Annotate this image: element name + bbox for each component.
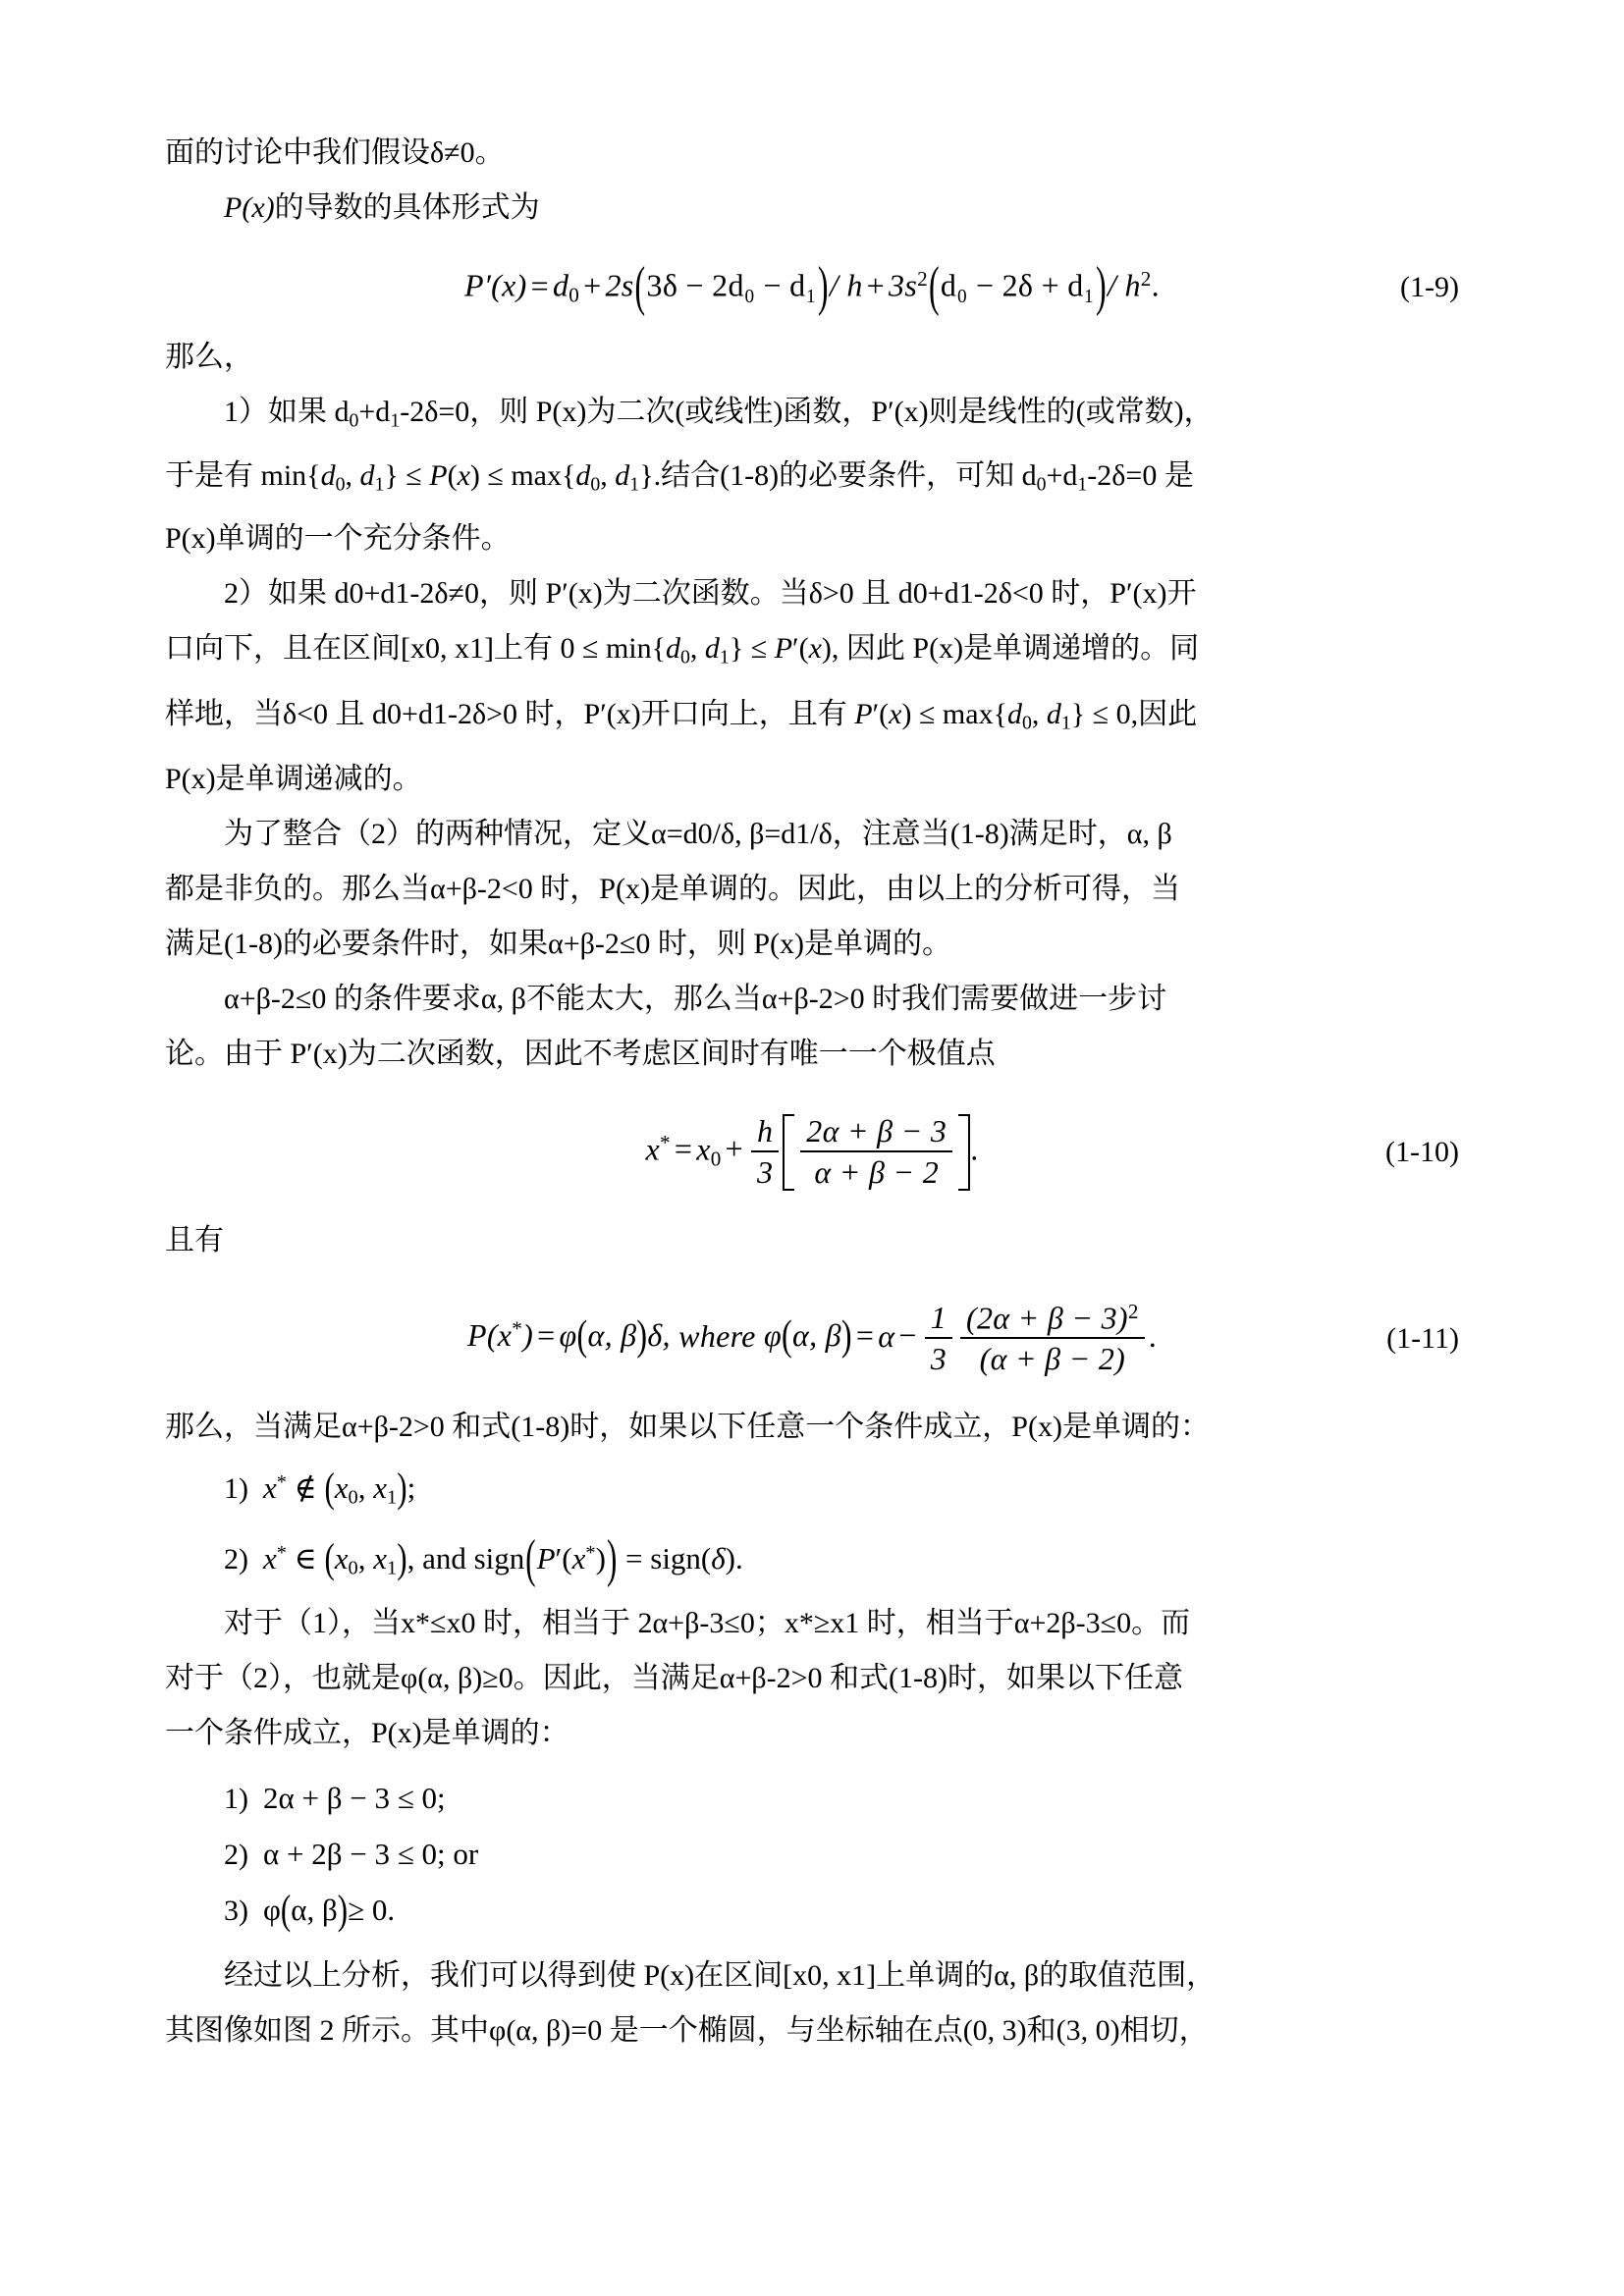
case2-line3-tail: 因此 [1138, 697, 1198, 730]
list-item [165, 1827, 1459, 1883]
eq10-frac2-denominator: α + β − 2 [814, 1153, 940, 1190]
case1-part-b: +d [358, 396, 391, 428]
eq10-frac1-numerator: h [751, 1113, 779, 1152]
eq10-x0: x [696, 1131, 711, 1167]
bracket-left-icon [783, 1114, 794, 1192]
case1-line2-tail2: +d [1046, 458, 1078, 492]
inline-max-expression: P′(x) ≤ max{d0, d1} ≤ 0, [854, 697, 1139, 734]
paragraph-condition-line2 [165, 1027, 1459, 1082]
list-b-item-3-body: φ(α, β)≥ 0. [263, 1886, 396, 1933]
eq10-period: . [970, 1131, 979, 1167]
p3-line2: 都是非负的。那么当α+β-2<0 时，P(x)是单调的。因此，由以上的分析可得，当 [165, 873, 1180, 906]
eq10-frac1-denominator: 3 [756, 1153, 774, 1190]
eq9-3s: 3s [889, 267, 918, 303]
eq10-frac2-numerator: 2α + β − 3 [800, 1113, 952, 1152]
line-text: 那么， [165, 341, 253, 373]
paragraph-integration-line1 [165, 807, 1459, 862]
eq11-frac1-denominator: 3 [930, 1340, 947, 1376]
p3-line3: 满足(1-8)的必要条件时，如果α+β-2≤0 时，则 P(x)是单调的。 [165, 928, 951, 961]
eq9-d0-sub: 0 [568, 283, 580, 307]
inline-zero-min-expression: 0 ≤ min{d0, d1} ≤ P′(x), [552, 632, 846, 668]
eq9-3s-sup: 2 [917, 267, 928, 292]
paragraph-conclusion-line2 [165, 2003, 1459, 2058]
list-a-item-1-number: 1) [224, 1472, 248, 1506]
list-item [165, 1771, 1459, 1827]
equation-1-10-body [645, 1114, 978, 1192]
line-text: 的导数的具体形式为 [274, 191, 540, 224]
eq11-equals-1: = [537, 1317, 556, 1354]
eq9-period: . [1151, 267, 1160, 303]
eq11-frac1-numerator: 1 [925, 1300, 952, 1339]
eq9-plus-2: + [866, 267, 886, 303]
eq9-d0: d [552, 267, 569, 303]
eq10-x: x [645, 1131, 660, 1167]
inline-math-px: P(x) [224, 191, 275, 224]
eq9-plus-1: + [583, 267, 602, 303]
paragraph-integration-line2 [165, 862, 1459, 917]
page-content [165, 126, 1459, 2058]
eq9-paren-close-1: ) [817, 253, 829, 316]
list-a-item-1-body: x* ∉ (x0, x1); [263, 1465, 416, 1512]
case1-line2-head: 于是有 [165, 458, 253, 492]
case1-part-c: -2δ=0，则 P(x)为二次(或线性)函数，P′(x)则是线性的(或常数)， [400, 396, 1214, 428]
list-item [165, 1455, 1459, 1525]
eq11-frac2-numerator: $(2\alpha + \beta - 3)^2$ [960, 1300, 1145, 1339]
eq9-group-2: d₀ − 2δ + d₁ [940, 267, 1096, 303]
equation-1-11-row [165, 1288, 1459, 1390]
eq11-alpha: α [878, 1317, 895, 1354]
paragraph-condition-line1 [165, 972, 1459, 1027]
paragraph-case-2-line1 [165, 566, 1459, 621]
paragraph-case-2-line2 [165, 621, 1459, 685]
eq11-phi-delta: φ(α, β)δ, [559, 1310, 671, 1360]
paragraph-case-2-line3 [165, 685, 1459, 753]
eq11-equals-2: = [855, 1317, 875, 1354]
eq10-x0-sub: 0 [710, 1147, 722, 1171]
eq9-paren-open-2: ( [928, 253, 940, 316]
eq10-fraction-h-over-3 [751, 1113, 779, 1191]
bracket-right-icon [958, 1114, 970, 1192]
eq9-lhs: P′(x) [464, 267, 527, 303]
list-b-item-1-body: 2α + β − 3 ≤ 0; [263, 1781, 446, 1815]
case2-line3-head: 样地，当δ<0 且 d0+d1-2δ>0 时，P′(x)开口向上，且有 [165, 697, 847, 730]
eq11-where: where [678, 1317, 756, 1354]
equation-1-9-row [165, 255, 1459, 320]
eq11-frac2-denominator: (α + β − 2) [979, 1340, 1126, 1376]
eq11-phi-2: φ(α, β) [764, 1310, 852, 1360]
paragraph-integration-line3 [165, 917, 1459, 972]
p4-line2: 论。由于 P′(x)为二次函数，因此不考虑区间时有唯一一个极值点 [165, 1038, 996, 1071]
paragraph-discussion-line1 [165, 1596, 1459, 1651]
eq10-star: * [660, 1130, 671, 1154]
paragraph-discussion-line2 [165, 1651, 1459, 1706]
eq10-equals: = [674, 1131, 693, 1167]
p6-line2: 对于（2），也就是φ(α, β)≥0。因此，当满足α+β-2>0 和式(1-8)时，如果以下任意 [165, 1662, 1184, 1694]
eq11-fraction-one-third [925, 1300, 952, 1377]
eq11-minus: − [898, 1317, 917, 1354]
paragraph-discussion-line3 [165, 1706, 1459, 1761]
case1-part-a: 1）如果 d [224, 396, 350, 428]
paragraph-case-1-line2: 于是有 min{d0, d1} ≤ P(x) ≤ max{d0, d1}.结合(1-8)的必要条件，可知 d0+d1-2δ=0 是 [165, 458, 1194, 496]
eq11-period: . [1148, 1317, 1158, 1354]
and-have-text: 且有 [165, 1224, 224, 1257]
eq9-div-h-1: / h [829, 267, 863, 303]
list-a-item-2-number: 2) [224, 1543, 248, 1576]
case2-line4: P(x)是单调递减的。 [165, 763, 422, 796]
eq9-div-h-2-sup: 2 [1140, 267, 1152, 292]
p7-line2: 其图像如图 2 所示。其中φ(α, β)=0 是一个椭圆，与坐标轴在点(0, 3)和(3, 0)相切， [165, 2014, 1209, 2047]
paragraph-derivative-intro [165, 181, 1459, 236]
list-item [165, 1883, 1459, 1939]
case1-line2-tail: 结合(1-8)的必要条件，可知 d [661, 458, 1037, 492]
eq9-div-h-2: / h [1107, 267, 1141, 303]
paragraph-conditions-intro [165, 1400, 1459, 1455]
paragraph-case-1-line3 [165, 511, 1459, 566]
equation-1-9-body [464, 253, 1160, 316]
eq9-2s: 2s [605, 267, 634, 303]
eq10-plus: + [725, 1131, 743, 1167]
line-text: 面的讨论中我们假设δ≠0。 [165, 136, 505, 169]
list-b-item-2-number: 2) [224, 1839, 248, 1871]
equation-1-10-number: (1-10) [1385, 1136, 1459, 1169]
list-item [165, 1525, 1459, 1596]
case1-line2-tail3: -2δ=0 是 [1087, 458, 1194, 492]
paragraph-continuation [165, 126, 1459, 181]
eq10-fraction-inner [800, 1113, 952, 1191]
equation-1-11-number: (1-11) [1386, 1322, 1459, 1356]
equation-1-9-number: (1-9) [1400, 271, 1459, 303]
paragraph-thus [165, 330, 1459, 385]
list-b-item-1-number: 1) [224, 1783, 248, 1815]
case1-line3: P(x)单调的一个充分条件。 [165, 522, 511, 556]
eq9-paren-open-1: ( [634, 253, 646, 316]
p7-line1: 经过以上分析，我们可以得到使 P(x)在区间[x0, x1]上单调的α, β的取值范围， [224, 1959, 1217, 1992]
eq11-fraction-main [960, 1300, 1145, 1377]
case1-line1: 1）如果 d0+d1-2δ=0，则 P(x)为二次(或线性)函数，P′(x)则是线性的(或常数)， [224, 396, 1214, 432]
p6-line1: 对于（1），当x*≤x0 时，相当于 2α+β-3≤0；x*≥x1 时，相当于α+2β-3≤0。而 [224, 1607, 1191, 1639]
eq11-lhs: P(x*) [466, 1316, 534, 1354]
p4-line1: α+β-2≤0 的条件要求α, β不能太大，那么当α+β-2>0 时我们需要做进一步讨 [224, 983, 1167, 1016]
inline-minmax-expression: min{d0, d1} ≤ P(x) ≤ max{d0, d1}. [253, 458, 662, 496]
p3-line1: 为了整合（2）的两种情况，定义α=d0/δ, β=d1/δ，注意当(1-8)满足时，α, β [224, 818, 1172, 851]
p6-line3: 一个条件成立，P(x)是单调的： [165, 1717, 569, 1749]
case2-line1: 2）如果 d0+d1-2δ≠0，则 P′(x)为二次函数。当δ>0 且 d0+d1-2δ<0 时，P′(x)开 [224, 577, 1197, 611]
paragraph-conclusion-line1 [165, 1949, 1459, 2003]
list-a-item-2-body: x* ∈ (x0, x1), and sign(P′(x*)) = sign(δ). [263, 1527, 743, 1589]
list-b-item-3-number: 3) [224, 1895, 248, 1927]
eq9-equals: = [530, 267, 549, 303]
list-b-item-2-body: α + 2β − 3 ≤ 0; or [263, 1837, 479, 1871]
eq9-group-1: 3δ − 2d₀ − d₁ [646, 267, 817, 303]
paragraph-and-have [165, 1213, 1459, 1268]
equation-1-10-row [165, 1101, 1459, 1203]
equation-1-11-body [467, 1301, 1157, 1378]
paragraph-case-2-line4 [165, 752, 1459, 807]
case2-line2-head: 口向下，且在区间[x0, x1]上有 [165, 632, 553, 666]
eq9-paren-close-2: ) [1096, 253, 1107, 316]
eq10-bracket [783, 1114, 970, 1192]
case2-line2-tail: 因此 P(x)是单调递增的。同 [845, 632, 1200, 666]
paragraph-case-1 [165, 385, 1459, 449]
p5-line1: 那么，当满足α+β-2>0 和式(1-8)时，如果以下任意一个条件成立，P(x)是单调的： [165, 1411, 1210, 1444]
